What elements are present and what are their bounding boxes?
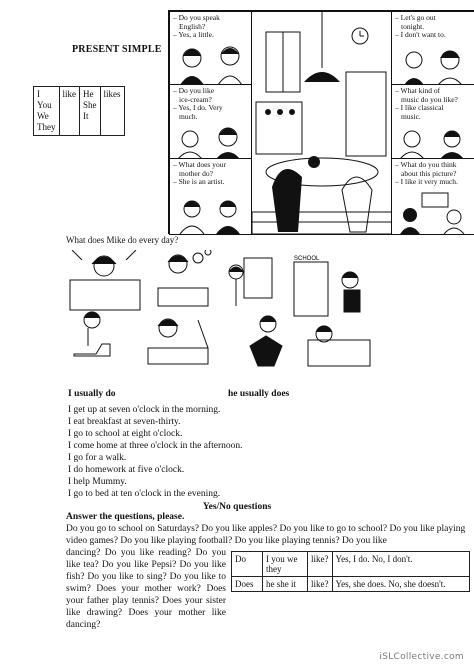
- sentence: I go to bed at ten o'clock in the evening.: [68, 489, 221, 499]
- sentence: I go for a walk.: [68, 453, 127, 463]
- yesno-title: Yes/No questions: [202, 502, 272, 512]
- school-sign: SCHOOL: [294, 256, 320, 262]
- kitchen-icon: [252, 12, 392, 234]
- speech-bubble-3: – Do you like ice-cream? – Yes, I do. Very much.: [173, 86, 223, 121]
- comic-panel-1: [169, 11, 253, 86]
- music-talk-icon: [392, 85, 474, 159]
- kitchen-scene: [251, 11, 393, 235]
- speech-bubble-2: – Let's go out tonight. – I don't want to.: [395, 13, 446, 39]
- answer-title: Answer the questions, please.: [66, 512, 185, 522]
- comic-panel-6: [391, 158, 474, 235]
- sentence: I do homework at five o'clock.: [68, 465, 185, 475]
- speech-bubble-6: – What do you think about this picture? – I like it very much.: [395, 160, 458, 186]
- mike-question: What does Mike do every day?: [66, 235, 179, 245]
- daily-routine-illustration: [68, 250, 373, 375]
- painting-icon: [422, 193, 448, 207]
- table-row: Does he she it like? Yes, she does. No, she doesn't.: [232, 577, 470, 592]
- pronouns-third: He She It: [80, 87, 101, 136]
- couple-icon: [392, 12, 474, 85]
- daily-routine-icon: [68, 250, 373, 375]
- pronouns-plural: I You We They: [34, 87, 60, 136]
- two-girls-icon: [170, 159, 252, 234]
- picture-viewers-icon: [392, 159, 474, 234]
- routine-sentences: [68, 404, 243, 500]
- two-people-icon: [170, 12, 252, 85]
- table-row: Do I you we they like? Yes, I do. No, I don't.: [232, 552, 470, 577]
- comic-panel-4: [391, 84, 474, 160]
- page-title: PRESENT SIMPLE: [72, 44, 162, 55]
- girl-icecream-icon: [170, 85, 252, 159]
- label-i-usually-do: I usually do: [68, 389, 116, 399]
- conjugation-table: [33, 86, 125, 136]
- comic-panel-3: [169, 84, 253, 160]
- questions-paragraph: Do you go to school on Saturdays? Do you like apples? Do you like to go to school? Do you like playing video games? Do you like playing football? Do you like playing tennis? Do you like: [66, 524, 466, 546]
- yesno-table: [231, 551, 470, 592]
- speech-bubble-5: – What does your mother do? – She is an artist.: [173, 160, 226, 186]
- sentence: I get up at seven o'clock in the morning.: [68, 405, 221, 415]
- chair-icon: [272, 169, 302, 232]
- questions-paragraph-cont: dancing? Do you like reading? Do you like tea? Do you like Pepsi? Do you like fish? Do you like to sing? Do you like to swim? Does your mother work? Does your father play tennis? Does your sister like drawing? Does your mother like dancing?: [66, 548, 226, 630]
- sentence: I eat breakfast at seven-thirty.: [68, 417, 181, 427]
- sentence: I come home at three o'clock in the afternoon.: [68, 441, 243, 451]
- speech-bubble-1: – Do you speak English? – Yes, a little.: [173, 13, 220, 39]
- comic-illustration: [168, 10, 474, 234]
- comic-panel-5: [169, 158, 253, 235]
- sentence: I help Mummy.: [68, 477, 127, 487]
- site-watermark: iSLCollective.com: [379, 652, 464, 662]
- verb-like: like: [59, 87, 80, 136]
- comic-panel-2: [391, 11, 474, 86]
- lamp-icon: [304, 72, 340, 82]
- label-he-usually-does: he usually does: [228, 389, 290, 399]
- speech-bubble-4: – What kind of music do you like? – I like classical music.: [395, 86, 458, 121]
- sentence: I go to school at eight o'clock.: [68, 429, 183, 439]
- verb-likes: likes: [100, 87, 124, 136]
